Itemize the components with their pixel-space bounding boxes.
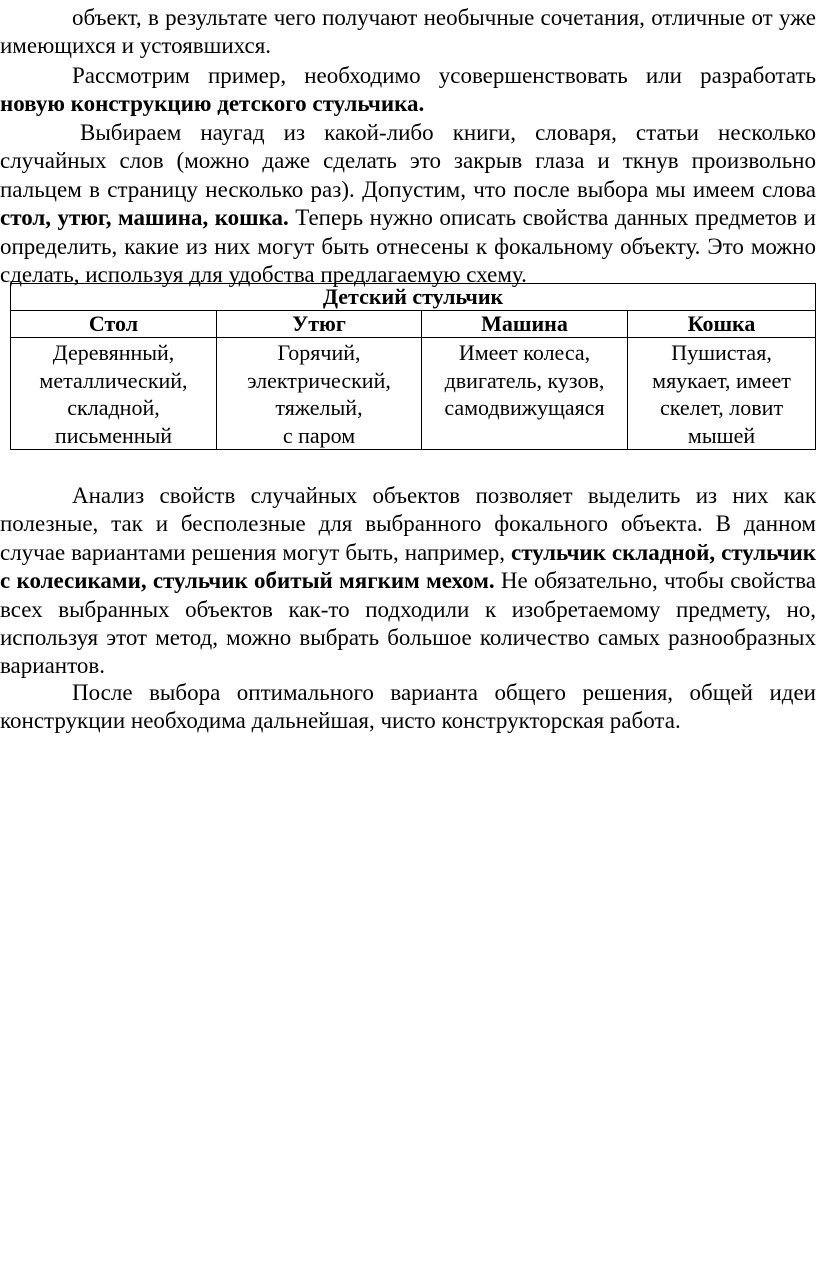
paragraph-text: Рассмотрим пример, необходимо усовершенствовать или разработать [72, 63, 816, 88]
paragraph-analysis [0, 482, 816, 681]
cell-line: Пушистая, [671, 340, 772, 365]
table-header-cell: Машина [422, 311, 628, 338]
cell-line: Имеет колеса, [458, 340, 591, 365]
table-header-cell: Утюг [217, 311, 422, 338]
paragraph-intro-continuation [0, 4, 816, 61]
cell-line: Деревянный, [52, 340, 175, 365]
cell-line: самодвижущаяся [444, 395, 605, 420]
table-cell-cat-props [628, 338, 816, 450]
paragraph-example [0, 62, 816, 119]
cell-line: скелет, ловит [659, 395, 784, 420]
table-row [11, 338, 816, 450]
cell-line: металлический, [39, 367, 188, 393]
cell-line: письменный [54, 422, 173, 448]
paragraph-random-words [0, 119, 816, 289]
paragraph-text: Теперь нужно описать свойства данных предметов и определить, какие из них могут быть отнесены к фокальному объекту. Это можно сделать, используя для удобства предлагаемую схему. [0, 205, 816, 288]
table-title: Детский стульчик [11, 284, 816, 311]
paragraph-bold-text: стульчик складной, стульчик с колесиками, стульчик обитый мягким мехом. [0, 539, 816, 594]
cell-line: Горячий, [277, 340, 361, 365]
paragraph-conclusion [0, 679, 816, 736]
cell-line: тяжелый, [275, 395, 363, 420]
cell-line: мяукает, имеет [652, 367, 791, 393]
paragraph-text: Анализ свойств случайных объектов позволяет выделить из них как полезные, так и бесполезные для выбранного фокального объекта. В данном случае вариантами решения могут быть, например, [0, 483, 816, 565]
cell-line: электрический, [247, 367, 391, 393]
table-title-row [11, 284, 816, 311]
table-header-cell: Стол [11, 311, 217, 338]
properties-table [10, 283, 816, 450]
paragraph-bold-text: новую конструкцию детского стульчика. [0, 91, 425, 117]
table-cell-table-props [11, 338, 217, 450]
cell-line: складной, [67, 395, 160, 420]
cell-line: с паром [282, 422, 356, 448]
table-header-cell: Кошка [628, 311, 816, 338]
paragraph-bold-text: стол, утюг, машина, кошка. [0, 205, 289, 231]
paragraph-text: После выбора оптимального варианта общего решения, общей идеи конструкции необходима дальнейшая, чисто конструкторская работа. [0, 680, 816, 734]
cell-line: двигатель, кузов, [444, 367, 605, 393]
table-header-row [11, 311, 816, 338]
paragraph-text: Выбираем наугад из какой-либо книги, словаря, статьи несколько случайных слов (можно даже сделать это закрыв глаза и ткнув произвольно пальцем в страницу несколько раз). Допустим, что после выбора мы имеем слова [0, 120, 816, 202]
table-cell-car-props [422, 338, 628, 450]
table-cell-iron-props [217, 338, 422, 450]
paragraph-text: объект, в результате чего получают необычные сочетания, отличные от уже имеющихся и устоявшихся. [0, 5, 816, 59]
paragraph-text: Не обязательно, чтобы свойства всех выбранных объектов как-то подходили к изобретаемому предмету, но, используя этот метод, можно выбрать большое количество самых разнообразных вариантов. [0, 568, 816, 679]
cell-line: мышей [687, 422, 756, 448]
